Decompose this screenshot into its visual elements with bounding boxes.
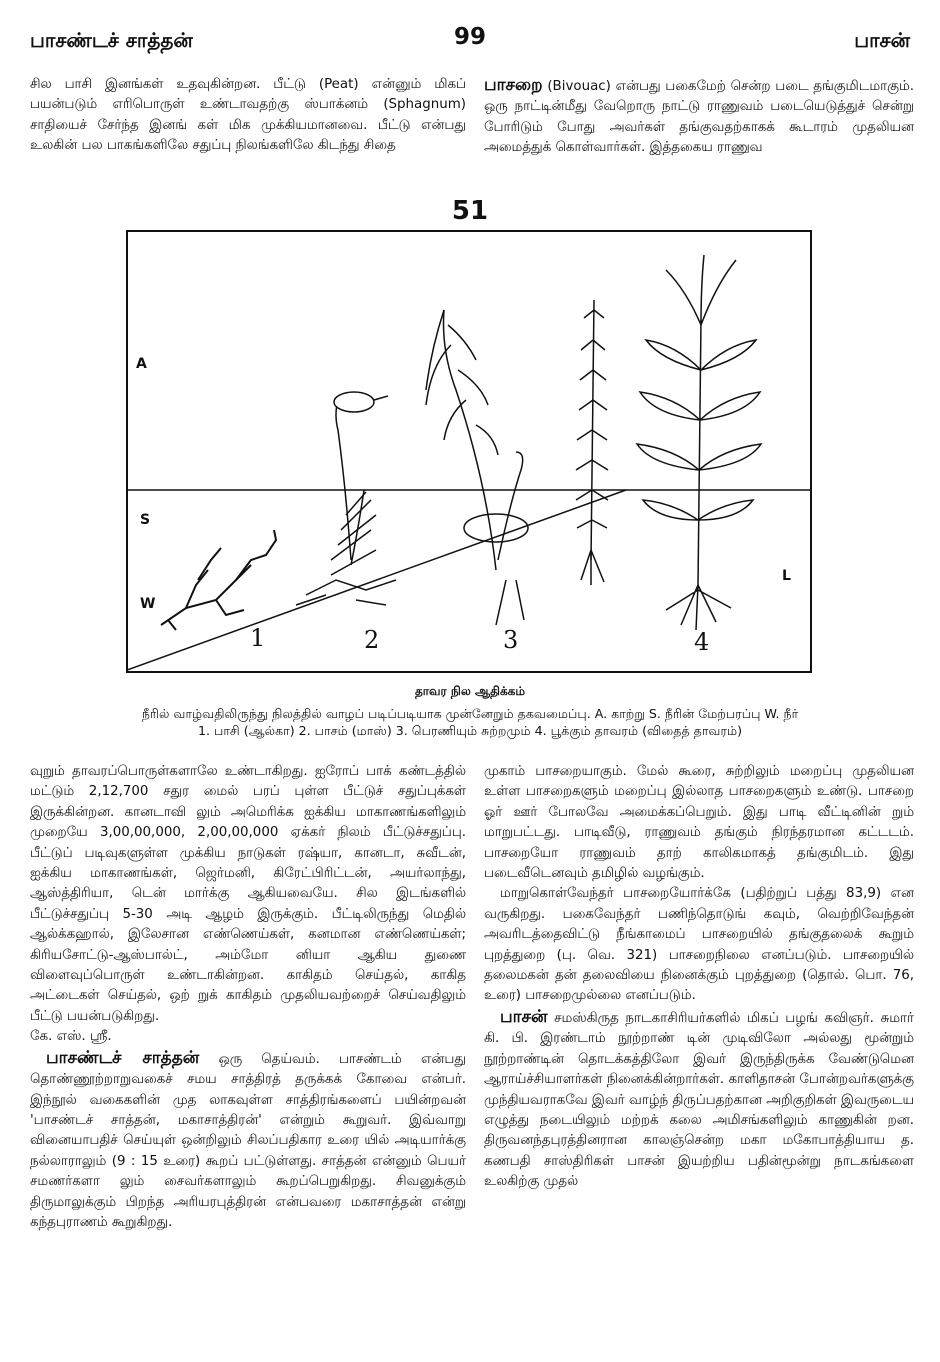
entry-text: சமஸ்கிருத நாடகாசிரியர்களில் மிகப் பழங் கவிஞர். சுமார் கி. பி. இரண்டாம் நூற்றாண் டின் முடிவிலோ அல்லது மூன்றும் நூற்றாண்டின் தொடக்கத்திலோ இவர் இருந்திருக்க வேண்டுமென ஆராய்ச்சியாளர்கள் நினைக்கின்றார்கள். காளிதாசன் போன்றவர்களுக்கு முந்தியவராகவே இவர் வாழ்ந் திருப்பதற்கான அறிகுறிகள் இவருடைய எழுத்து நடையிலும் மற்றக் கலை அமிசங்களிலும் காணுகின் றன. திருவனந்தபுரத்தினரான காலஞ்சென்ற மகா மகோபாத்தியாய த. கணபதி சாஸ்திரிகள் பாசன் இயற்றிய பதின்மூன்று நாடகங்களை உலகிற்கு முதல்	[484, 1010, 914, 1190]
column-right-top	[484, 75, 914, 159]
headword-pasarai: பாசறை	[484, 75, 543, 95]
label-water: W	[140, 596, 156, 612]
label-surface: S	[140, 512, 151, 528]
column-left-top	[30, 75, 466, 157]
number-moss: 2	[364, 626, 380, 654]
label-air: A	[136, 356, 147, 372]
entry-text: ஒரு தெய்வம். பாசண்டம் என்பது தொண்ணூற்றாறுவகைச் சமய சாத்திரத் தருக்கக் கோவை என்பர். இந்நூல் வகைகளின் முத லாகவுள்ள சாத்திரங்களைப் பயின்றவன் 'பாசண்டச் சாத்தன், மகாசாத்திரன்' என்றும் கூறுவர். இவ்வாறு வினையாபதிச் செய்யுள் ஒன்றிலும் சிலப்பதிகார உரை யில் அடியார்க்கு நல்லாராலும் (9 : 15 உரை) கூறப் பட்டுள்ளது. சாத்தன் என்னும் பெயர் சமணர்களா லும் சைவர்களாலும் கூறப்பெறுகிறது. சிவனுக்கும் திருமாலுக்கும் பிறந்த அரியரபுத்திரன் என்பவரை மகாசாத்தன் என்று கந்தபுராணம் கூறுகிறது.	[30, 1051, 466, 1230]
paragraph: மாறுகொள்வேந்தர் பாசறையோர்க்கே (பதிற்றுப் பத்து 83,9) என வருகிறது. பகைவேந்தர் பணிந்தொடுங் கவும், வெற்றிவேந்தன் அவரிடத்தைவிட்டு நீங்காமைப் பாசறையில் தங்குதலைக் கூறும் புறத்துறை (பு. வெ. 321) பாசறைநிலை எனப்படும். பாசறையில் தலைமகன் தன் தலைவியை நினைக்கும் புறத்துறை (தொல். பொ. 76, உரை) பாசறைமுல்லை எனப்படும்.	[484, 886, 914, 1004]
headword-pasan: பாசன்	[500, 1006, 548, 1027]
paragraph	[484, 1007, 914, 1193]
column-right-bottom	[484, 762, 914, 1193]
page-number: 99	[453, 24, 486, 50]
paragraph: சில பாசி இனங்கள் உதவுகின்றன. பீட்டு (Peat) என்னும் மிகப் பயன்படும் எரிபொருள் உண்டாவதற்கு ஸ்பாக்னம் (Sphagnum) சாதியைச் சேர்ந்த இனங் கள் மிக முக்கியமானவை. பீட்டு என்பது உலகின் பல பாகங்களிலே சதுப்பு நிலங்களிலே கிடந்து சிதை	[30, 77, 466, 154]
figure-caption-line: 1. பாசி (ஆல்கா) 2. பாசம் (மாஸ்) 3. பெரணியும் சுற்றமும் 4. பூக்கும் தாவரம் (விதைத் தாவரம்)	[197, 723, 743, 738]
column-left-bottom	[30, 762, 466, 1233]
number-fern: 3	[503, 626, 519, 654]
label-land: L	[782, 568, 791, 584]
paragraph: முகாம் பாசறையாகும். மேல் கூரை, சுற்றிலும் மறைப்பு முதலியன உள்ள பாசறைகளும் மறைப்பு இல்லாத பாசறைகளும் உண்டு. பாசறை ஓர் ஊர் போலவே அமைக்கப்பெறும். இது பாடி வீட்டினின் றும் மாறுபட்டது. பாடிவீடு, ராணுவம் தங்கும் நிரந்தரமான கட்டடம். பாசறையோ ராணுவம் தாற் காலிகமாகத் தங்குமிடம். இது படைவீடெனவும் தமிழில் வழங்கும்.	[484, 764, 914, 882]
number-algae: 1	[250, 624, 266, 652]
paragraph	[30, 1048, 466, 1234]
author-signature: கே. எஸ். ஸ்ரீ.	[30, 1029, 112, 1045]
figure-caption-title: தாவர நில ஆதிக்கம்	[414, 684, 526, 698]
plate-number: 51	[451, 196, 489, 226]
running-header-right: பாசன்	[854, 28, 910, 52]
entry-text: (Bivouac) என்பது பகைமேற் சென்ற படை தங்குமிடமாகும். ஒரு நாட்டின்மீது வேறொரு நாட்டு ராணுவம் படையெடுத்துச் சென்று போரிடும் போது அவர்கள் தங்குவதற்காகக் கூடாரம் முதலியன அமைத்துக் கொள்வார்கள். இத்தகைய ராணுவ	[484, 79, 914, 156]
paragraph: வுறும் தாவரப்பொருள்களாலே உண்டாகிறது. ஐரோப் பாக் கண்டத்தில் மட்டும் 2,12,700 சதுர மைல் பரப் புள்ள பீட்டுச் சதுப்புக்கள் இருக்கின்றன. கானடாவி லும் அமெரிக்க ஐக்கிய மாகாணங்களிலும் முறையே 3,00,00,000, 2,00,00,000 ஏக்கர் நிலம் பீட்டுச்சதுப்பு. பீட்டுப் படிவுகளுள்ள முக்கிய நாடுகள் ரஷ்யா, கானடா, சுவீடன், ஐக்கிய மாகாணங்கள், ஜெர்மனி, கிரேட்பிரிட்டன், அயர்லாந்து, ஆஸ்த்திரியா, டென் மார்க்கு ஆகியவையே. சில இடங்களில் பீட்டுச்சதுப்பு 5-30 அடி ஆழம் இருக்கும். பீட்டிலிருந்து மெதில் ஆல்க்கஹால், இலேசான எண்ணெய்கள், கனமான எண்ணெய்கள்; கிரியசோட்டு-ஆஸ்பால்ட், அம்மோ னியா ஆகிய துணை விளைவுப்பொருள் உண்டாகின்றன. காகிதம் செய்தல், காகித அட்டைகள் செய்தல், ஒற் றுக் காகிதம் முதலியவற்றைச் செய்வதிலும் பீட்டு பயன்படுகிறது.	[30, 764, 466, 1024]
plant-dominance-illustration	[126, 230, 812, 673]
paragraph	[484, 75, 914, 159]
figure-caption-line: நீரில் வாழ்வதிலிருந்து நிலத்தில் வாழப் படிப்படியாக முன்னேறும் தகவமைப்பு. A. காற்று S. நீரின் மேற்பரப்பு W. நீர்	[141, 706, 799, 721]
headword-pasandach-sathan: பாசண்டச் சாத்தன்	[46, 1047, 200, 1068]
running-header-left: பாசண்டச் சாத்தன்	[30, 28, 193, 52]
number-seed-plant: 4	[694, 628, 710, 656]
